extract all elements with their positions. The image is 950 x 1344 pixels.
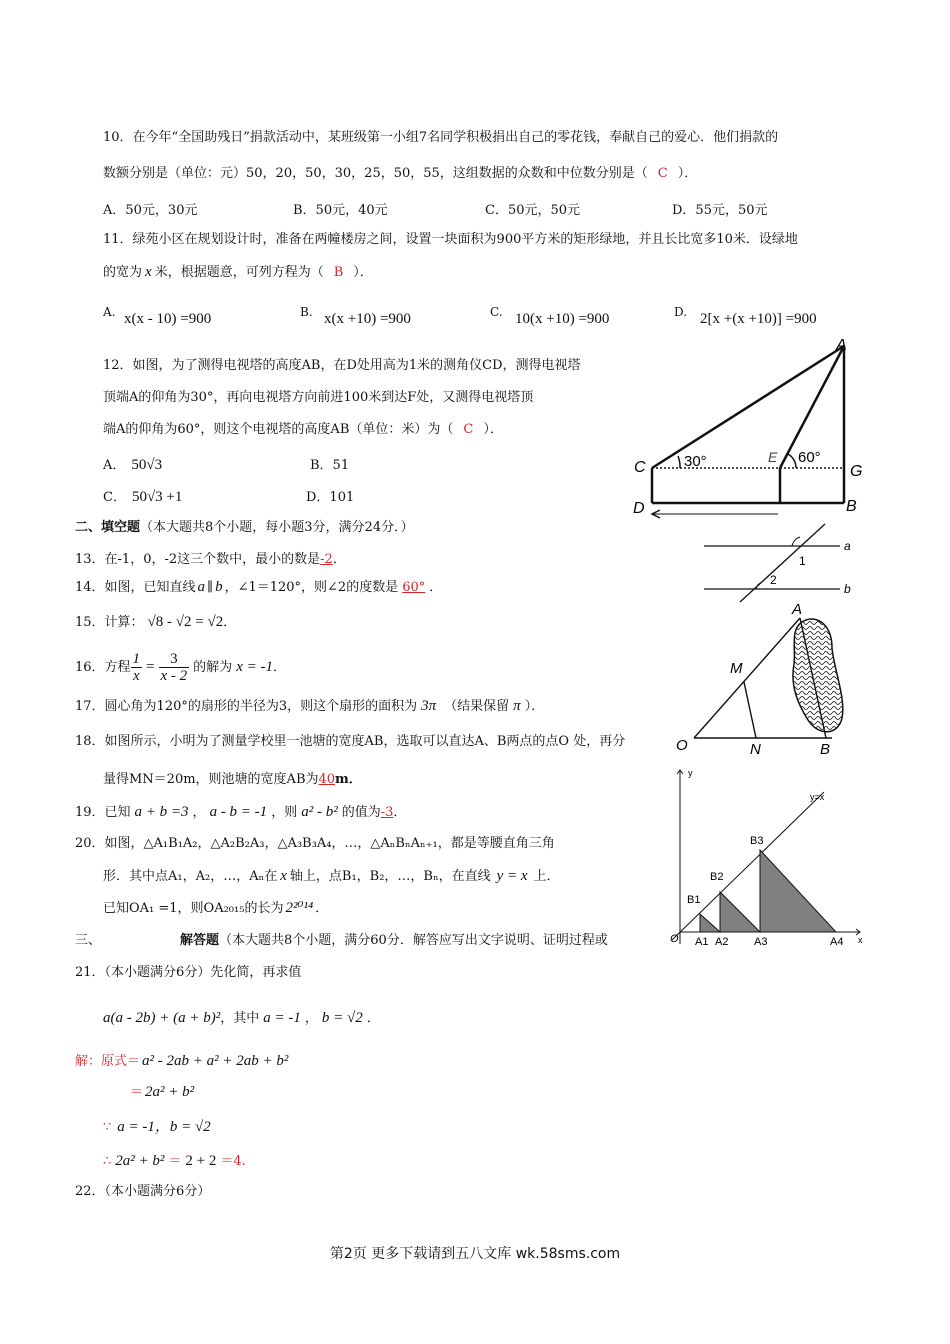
q18-fig-label-a: A (792, 601, 803, 618)
q14-fig-label-a: a (844, 539, 851, 553)
q12-tower-figure (628, 336, 870, 526)
q11-label-d: D. (674, 305, 688, 319)
section-3-heading: 解答题（本大题共8个小题，满分60分．解答应写出文字说明、证明过程或 (180, 933, 608, 948)
q19-answer: -3 (380, 805, 394, 820)
q22-heading: 22．（本小题满分6分） (75, 1184, 211, 1199)
q21-solution-line3: ∵ a = -1，b = √2 (103, 1119, 211, 1135)
q18-fig-label-b: B (820, 741, 831, 758)
q12-option-d: D．101 (306, 490, 355, 505)
q18-line1: 18．如图所示，小明为了测量学校里一池塘的宽度AB，选取可以直达A、B两点的点O 处，再分 (75, 734, 626, 749)
q10-option-d: D．55元，50元 (672, 203, 768, 218)
q11-label-a: A. (103, 305, 116, 319)
q21-solution-line2: ＝ 2a² + b² (130, 1084, 195, 1100)
q15-expression: √8 - √2 = √2 (147, 614, 224, 630)
q11-option-a: x(x - 10) =900 (124, 311, 212, 327)
q12-fig-label-e: E (768, 449, 778, 465)
section-3-number: 三、 (75, 933, 102, 948)
q11-option-d: 2[x +(x +10)] =900 (700, 311, 817, 327)
q20-triangles-figure (664, 762, 868, 950)
q14-fig-label-b: b (844, 582, 851, 596)
q20-fig-a1: A1 (695, 936, 709, 948)
q10-option-b: B．50元，40元 (293, 203, 388, 218)
q16: 16．方程 $\frac{1}{x}$ = $\frac{3}{x - 2}$ 的解为 x = -1． (75, 651, 286, 684)
q12-option-a: A． 50√3 (103, 457, 163, 473)
q20-fig-x-axis: x (858, 935, 863, 945)
q18-line2: 量得MN＝20m，则池塘的宽度AB为40m． (103, 772, 362, 787)
q20-fig-origin: O (670, 933, 679, 945)
q12-fig-angle-30: 30° (684, 453, 707, 470)
q11-label-c: C. (490, 305, 503, 319)
q20-line2: 形．其中点A₁，A₂，…，Aₙ在 x 轴上，点B₁，B₂，…，Bₙ，在直线 y = x 上． (103, 868, 560, 884)
q12-option-c: C． 50√3 +1 (103, 489, 183, 505)
q20-fig-b3: B3 (750, 835, 764, 847)
q10-line1: 10．在今年“全国助残日”捐款活动中，某班级第一小组7名同学积极捐出自己的零花钱，奉献自己的爱心．他们捐款的 (103, 130, 779, 145)
q16-solution: x = -1 (236, 659, 273, 675)
section-2-heading: 二、填空题（本大题共8个小题，每小题3分，满分24分．） (75, 520, 414, 535)
q12-line3: 端A的仰角为60°，则这个电视塔的高度AB（单位：米）为（ C ）． (103, 422, 503, 437)
q12-fig-label-b: B (846, 498, 857, 515)
q16-fraction-2: $\frac{3}{x - 2}$ (160, 651, 188, 684)
q14: 14．如图，已知直线 a ∥ b ，∠1＝120°，则∠2的度数是 60° ． (75, 579, 443, 595)
q20-fig-b2: B2 (710, 871, 724, 883)
q14-fig-label-1: 1 (799, 554, 806, 568)
q20-fig-a3: A3 (754, 936, 768, 948)
q20-fig-a2: A2 (715, 936, 729, 948)
q20-fig-a4: A4 (830, 936, 844, 948)
q18-pond-figure (672, 600, 862, 760)
page-footer: 第2页 更多下载请到五八文库 wk.58sms.com (329, 1246, 621, 1262)
q12-fig-label-d: D (633, 500, 645, 517)
q18-answer: 40 (318, 772, 336, 787)
q12-line2: 顶端A的仰角为30°，再向电视塔方向前进100米到达F处，又测得电视塔顶 (103, 390, 534, 405)
q11-option-c: 10(x +10) =900 (515, 311, 610, 327)
q12-answer: C (463, 422, 474, 437)
q14-answer: 60° (402, 580, 426, 595)
q11-answer: B (333, 265, 344, 280)
q20-fig-y-axis: y (688, 768, 693, 778)
q11-option-b: x(x +10) =900 (324, 311, 411, 327)
q13: 13．在-1，0，-2这三个数中，最小的数是-2． (75, 552, 346, 567)
q10-option-c: C．50元，50元 (485, 203, 581, 218)
q21-heading: 21．（本小题满分6分）先化简，再求值 (75, 965, 302, 980)
q20-fig-b1: B1 (687, 894, 701, 906)
q11-line2: 的宽为 x 米，根据题意，可列方程为（ B ）． (103, 264, 373, 280)
q14-fig-label-2: 2 (770, 573, 777, 587)
q17-answer: 3π (421, 698, 437, 714)
q10-answer: C (657, 166, 668, 181)
q21-solution-line1: 解：原式＝ a² - 2ab + a² + 2ab + b² (75, 1053, 289, 1069)
q19: 19．已知 a + b =3 ， a - b = -1 ，则 a² - b² 的值为-3． (75, 804, 407, 820)
q18-fig-label-n: N (750, 741, 761, 758)
q12-fig-label-a: A (836, 337, 847, 354)
q18-fig-label-m: M (730, 660, 743, 677)
q12-fig-label-c: C (634, 459, 646, 476)
q21-expression: a(a - 2b) + (a + b)²，其中 a = -1 ， b = √2 ． (103, 1010, 380, 1026)
q17: 17．圆心角为120°的扇形的半径为3，则这个扇形的面积为 3π （结果保留 π ）． (75, 698, 545, 714)
q15: 15．计算： √8 - √2 = √2． (75, 614, 237, 630)
q12-option-b: B．51 (310, 458, 350, 473)
q11-line1: 11．绿苑小区在规划设计时，准备在两幢楼房之间，设置一块面积为900平方米的矩形绿地，并且长比宽多10米．设绿地 (103, 232, 798, 247)
q13-answer: -2 (320, 552, 333, 567)
q12-fig-angle-60: 60° (798, 449, 821, 466)
q10-option-a: A．50元，30元 (103, 203, 198, 218)
q11-label-b: B. (300, 305, 313, 319)
q20-line1: 20．如图，△A₁B₁A₂，△A₂B₂A₃，△A₃B₃A₄，…，△AₙBₙAₙ₊₁，都是等腰直角三角 (75, 836, 555, 851)
q12-fig-label-g: G (850, 463, 863, 480)
q20-fig-line-label: y=x (810, 792, 825, 802)
q18-fig-label-o: O (676, 737, 688, 754)
q20-answer: 2²⁰¹⁴ (285, 900, 314, 916)
q14-parallel-lines-figure (700, 522, 860, 604)
q16-fraction-1: $\frac{1}{x}$ (132, 651, 141, 684)
q20-line3: 已知OA₁ =1，则OA₂₀₁₅的长为 2²⁰¹⁴ ． (103, 900, 329, 916)
q10-line2: 数额分别是（单位：元）50，20，50，30，25，50，55，这组数据的众数和中位数分别是（ C ）． (103, 166, 698, 181)
q12-line1: 12．如图，为了测得电视塔的高度AB，在D处用高为1米的测角仪CD，测得电视塔 (103, 358, 581, 373)
q21-solution-line4: ∴ 2a² + b² ＝ 2 + 2 ＝4. (103, 1153, 246, 1169)
